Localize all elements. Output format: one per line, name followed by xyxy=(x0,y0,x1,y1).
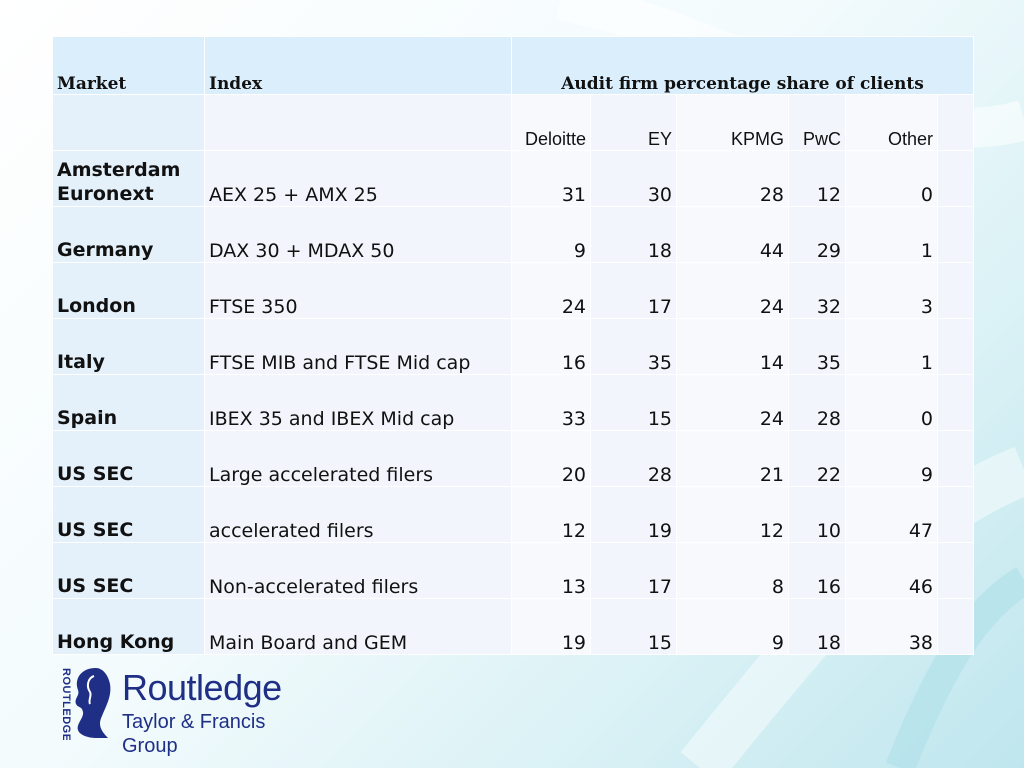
index-cell: AEX 25 + AMX 25 xyxy=(205,151,512,207)
other-share-cell: 0 xyxy=(846,151,938,207)
ey-share-cell: 15 xyxy=(591,375,677,431)
spacer-cell xyxy=(938,95,974,151)
deloitte-share-cell: 20 xyxy=(512,431,591,487)
firm-header-deloitte: Deloitte xyxy=(512,95,591,151)
kpmg-share-cell: 44 xyxy=(677,207,789,263)
deloitte-share-cell: 19 xyxy=(512,599,591,655)
kpmg-share-cell: 24 xyxy=(677,263,789,319)
table-row xyxy=(53,599,974,655)
pwc-share-cell: 28 xyxy=(789,375,846,431)
kpmg-share-cell: 24 xyxy=(677,375,789,431)
kpmg-share-cell: 8 xyxy=(677,543,789,599)
market-cell: Hong Kong xyxy=(53,599,205,655)
firm-header-other: Other xyxy=(846,95,938,151)
index-cell: DAX 30 + MDAX 50 xyxy=(205,207,512,263)
deloitte-share-cell: 16 xyxy=(512,319,591,375)
other-share-cell: 3 xyxy=(846,263,938,319)
deloitte-share-cell: 13 xyxy=(512,543,591,599)
other-share-cell: 0 xyxy=(846,375,938,431)
header-row xyxy=(53,37,974,95)
pwc-share-cell: 12 xyxy=(789,151,846,207)
spacer-cell xyxy=(938,207,974,263)
kpmg-share-cell: 12 xyxy=(677,487,789,543)
other-share-cell: 46 xyxy=(846,543,938,599)
pwc-share-cell: 22 xyxy=(789,431,846,487)
market-cell: London xyxy=(53,263,205,319)
routledge-vertical-text: ROUTLEDGE xyxy=(60,668,72,740)
table-row xyxy=(53,263,974,319)
table-row xyxy=(53,431,974,487)
deloitte-share-cell: 24 xyxy=(512,263,591,319)
routledge-brand: Routledge xyxy=(122,667,282,708)
kpmg-share-cell: 21 xyxy=(677,431,789,487)
other-share-cell: 1 xyxy=(846,207,938,263)
spacer-cell xyxy=(938,151,974,207)
table-row xyxy=(53,487,974,543)
market-cell: Spain xyxy=(53,375,205,431)
index-cell: accelerated filers xyxy=(205,487,512,543)
table-row xyxy=(53,319,974,375)
spacer-cell xyxy=(938,375,974,431)
other-share-cell: 38 xyxy=(846,599,938,655)
other-share-cell: 9 xyxy=(846,431,938,487)
pwc-share-cell: 10 xyxy=(789,487,846,543)
firm-header-kpmg: KPMG xyxy=(677,95,789,151)
firm-header-blank xyxy=(53,95,205,151)
kpmg-share-cell: 14 xyxy=(677,319,789,375)
ey-share-cell: 17 xyxy=(591,263,677,319)
ey-share-cell: 17 xyxy=(591,543,677,599)
spacer-cell xyxy=(938,263,974,319)
deloitte-share-cell: 33 xyxy=(512,375,591,431)
routledge-logo xyxy=(56,666,326,757)
firm-header-blank xyxy=(205,95,512,151)
market-cell: US SEC xyxy=(53,431,205,487)
table-row xyxy=(53,207,974,263)
pwc-share-cell: 35 xyxy=(789,319,846,375)
deloitte-share-cell: 12 xyxy=(512,487,591,543)
firm-header-row xyxy=(53,95,974,151)
firm-header-pwc: PwC xyxy=(789,95,846,151)
ey-share-cell: 30 xyxy=(591,151,677,207)
index-cell: Non-accelerated filers xyxy=(205,543,512,599)
routledge-wordmark xyxy=(122,668,326,758)
spacer-cell xyxy=(938,431,974,487)
ey-share-cell: 18 xyxy=(591,207,677,263)
market-header: Market xyxy=(53,37,205,95)
market-cell: US SEC xyxy=(53,543,205,599)
pwc-share-cell: 18 xyxy=(789,599,846,655)
market-cell: Germany xyxy=(53,207,205,263)
other-share-cell: 47 xyxy=(846,487,938,543)
pwc-share-cell: 32 xyxy=(789,263,846,319)
index-cell: Large accelerated filers xyxy=(205,431,512,487)
deloitte-share-cell: 9 xyxy=(512,207,591,263)
spacer-cell xyxy=(938,599,974,655)
other-share-cell: 1 xyxy=(846,319,938,375)
market-cell: Italy xyxy=(53,319,205,375)
index-cell: Main Board and GEM xyxy=(205,599,512,655)
index-cell: IBEX 35 and IBEX Mid cap xyxy=(205,375,512,431)
index-cell: FTSE 350 xyxy=(205,263,512,319)
kpmg-share-cell: 9 xyxy=(677,599,789,655)
audit-share-table xyxy=(52,36,974,655)
ey-share-cell: 19 xyxy=(591,487,677,543)
kpmg-share-cell: 28 xyxy=(677,151,789,207)
routledge-head-icon xyxy=(56,666,120,740)
market-cell: US SEC xyxy=(53,487,205,543)
table-row xyxy=(53,151,974,207)
deloitte-share-cell: 31 xyxy=(512,151,591,207)
spacer-cell xyxy=(938,487,974,543)
index-header: Index xyxy=(205,37,512,95)
pwc-share-cell: 16 xyxy=(789,543,846,599)
ey-share-cell: 28 xyxy=(591,431,677,487)
index-cell: FTSE MIB and FTSE Mid cap xyxy=(205,319,512,375)
market-cell: Amsterdam Euronext xyxy=(53,151,205,207)
firm-header-ey: EY xyxy=(591,95,677,151)
spacer-cell xyxy=(938,319,974,375)
ey-share-cell: 15 xyxy=(591,599,677,655)
pwc-share-cell: 29 xyxy=(789,207,846,263)
spacer-cell xyxy=(938,543,974,599)
table-row xyxy=(53,543,974,599)
ey-share-cell: 35 xyxy=(591,319,677,375)
table-row xyxy=(53,375,974,431)
routledge-subtitle: Taylor & Francis Group xyxy=(122,711,266,757)
audit-share-header: Audit firm percentage share of clients xyxy=(512,37,974,95)
